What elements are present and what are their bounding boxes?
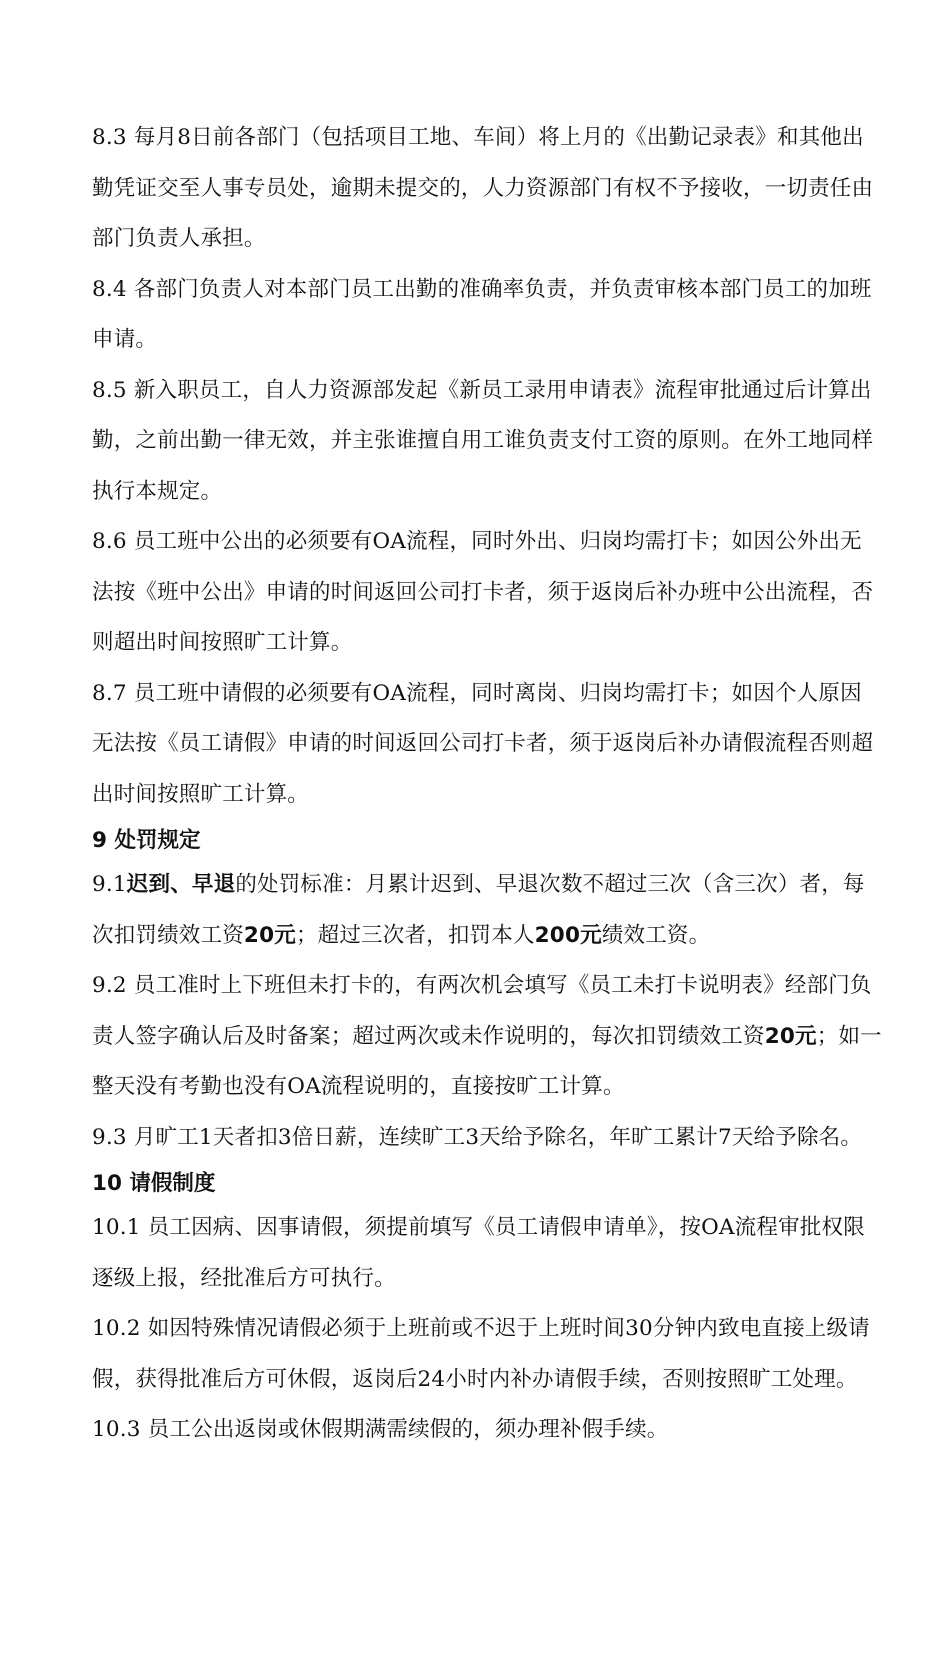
document-page: [92, 113, 882, 1456]
paragraph-text: 的处罚标准：月累计迟到、早退次数不超过三次（含三次）者，每次扣罚绩效工资: [92, 872, 865, 948]
paragraph-8-7: 8.7 员工班中请假的必须要有OA流程，同时离岗、归岗均需打卡；如因个人原因无法按《员工请假》申请的时间返回公司打卡者，须于返岗后补办请假流程否则超出时间按照旷工计算。: [92, 680, 874, 807]
paragraph-8-3: 8.3 每月8日前各部门（包括项目工地、车间）将上月的《出勤记录表》和其他出勤凭证交至人事专员处，逾期未提交的，人力资源部门有权不予接收，一切责任由部门负责人承担。: [92, 125, 874, 251]
bold-term: 迟到、早退: [126, 872, 236, 897]
paragraph-text: 9.2 员工准时上下班但未打卡的，有两次机会填写《员工未打卡说明表》经部门负责人签字确认后及时备案；超过两次或未作说明的，每次扣罚绩效工资: [92, 973, 872, 1049]
paragraph-text: 绩效工资。: [601, 922, 711, 948]
paragraph-8-5: 8.5 新入职员工，自人力资源部发起《新员工录用申请表》流程审批通过后计算出勤，之前出勤一律无效，并主张谁擅自用工谁负责支付工资的原则。在外工地同样执行本规定。: [92, 377, 874, 504]
paragraph-9-1: [92, 860, 882, 961]
section-heading-9: 9 处罚规定: [92, 828, 201, 853]
paragraph-10-1: 10.1 员工因病、因事请假，须提前填写《员工请假申请单》，按OA流程审批权限逐级上报，经批准后方可执行。: [92, 1215, 865, 1291]
bold-amount: 20元: [764, 1023, 817, 1049]
bold-amount: 200元: [534, 922, 602, 948]
paragraph-8-6: 8.6 员工班中公出的必须要有OA流程，同时外出、归岗均需打卡；如因公外出无法按《班中公出》申请的时间返回公司打卡者，须于返岗后补办班中公出流程，否则超出时间按照旷工计算。: [92, 529, 874, 655]
paragraph-8-4: 8.4 各部门负责人对本部门员工出勤的准确率负责，并负责审核本部门员工的加班申请。: [92, 276, 872, 352]
section-heading-10: 10 请假制度: [92, 1171, 216, 1196]
paragraph-text: ；超过三次者，扣罚本人: [295, 922, 535, 948]
paragraph-text: ；如一整天没有考勤也没有OA流程说明的，直接按旷工计算。: [92, 1023, 882, 1099]
paragraph-10-2: 10.2 如因特殊情况请假必须于上班前或不迟于上班时间30分钟内致电直接上级请假，获得批准后方可休假，返岗后24小时内补办请假手续，否则按照旷工处理。: [92, 1316, 870, 1392]
paragraph-10-3: 10.3 员工公出返岗或休假期满需续假的，须办理补假手续。: [92, 1417, 669, 1442]
paragraph-number: 9.1: [92, 872, 127, 897]
paragraph-9-3: 9.3 月旷工1天者扣3倍日薪，连续旷工3天给予除名，年旷工累计7天给予除名。: [92, 1124, 863, 1150]
paragraph-9-2: [92, 961, 882, 1113]
bold-amount: 20元: [243, 922, 296, 948]
